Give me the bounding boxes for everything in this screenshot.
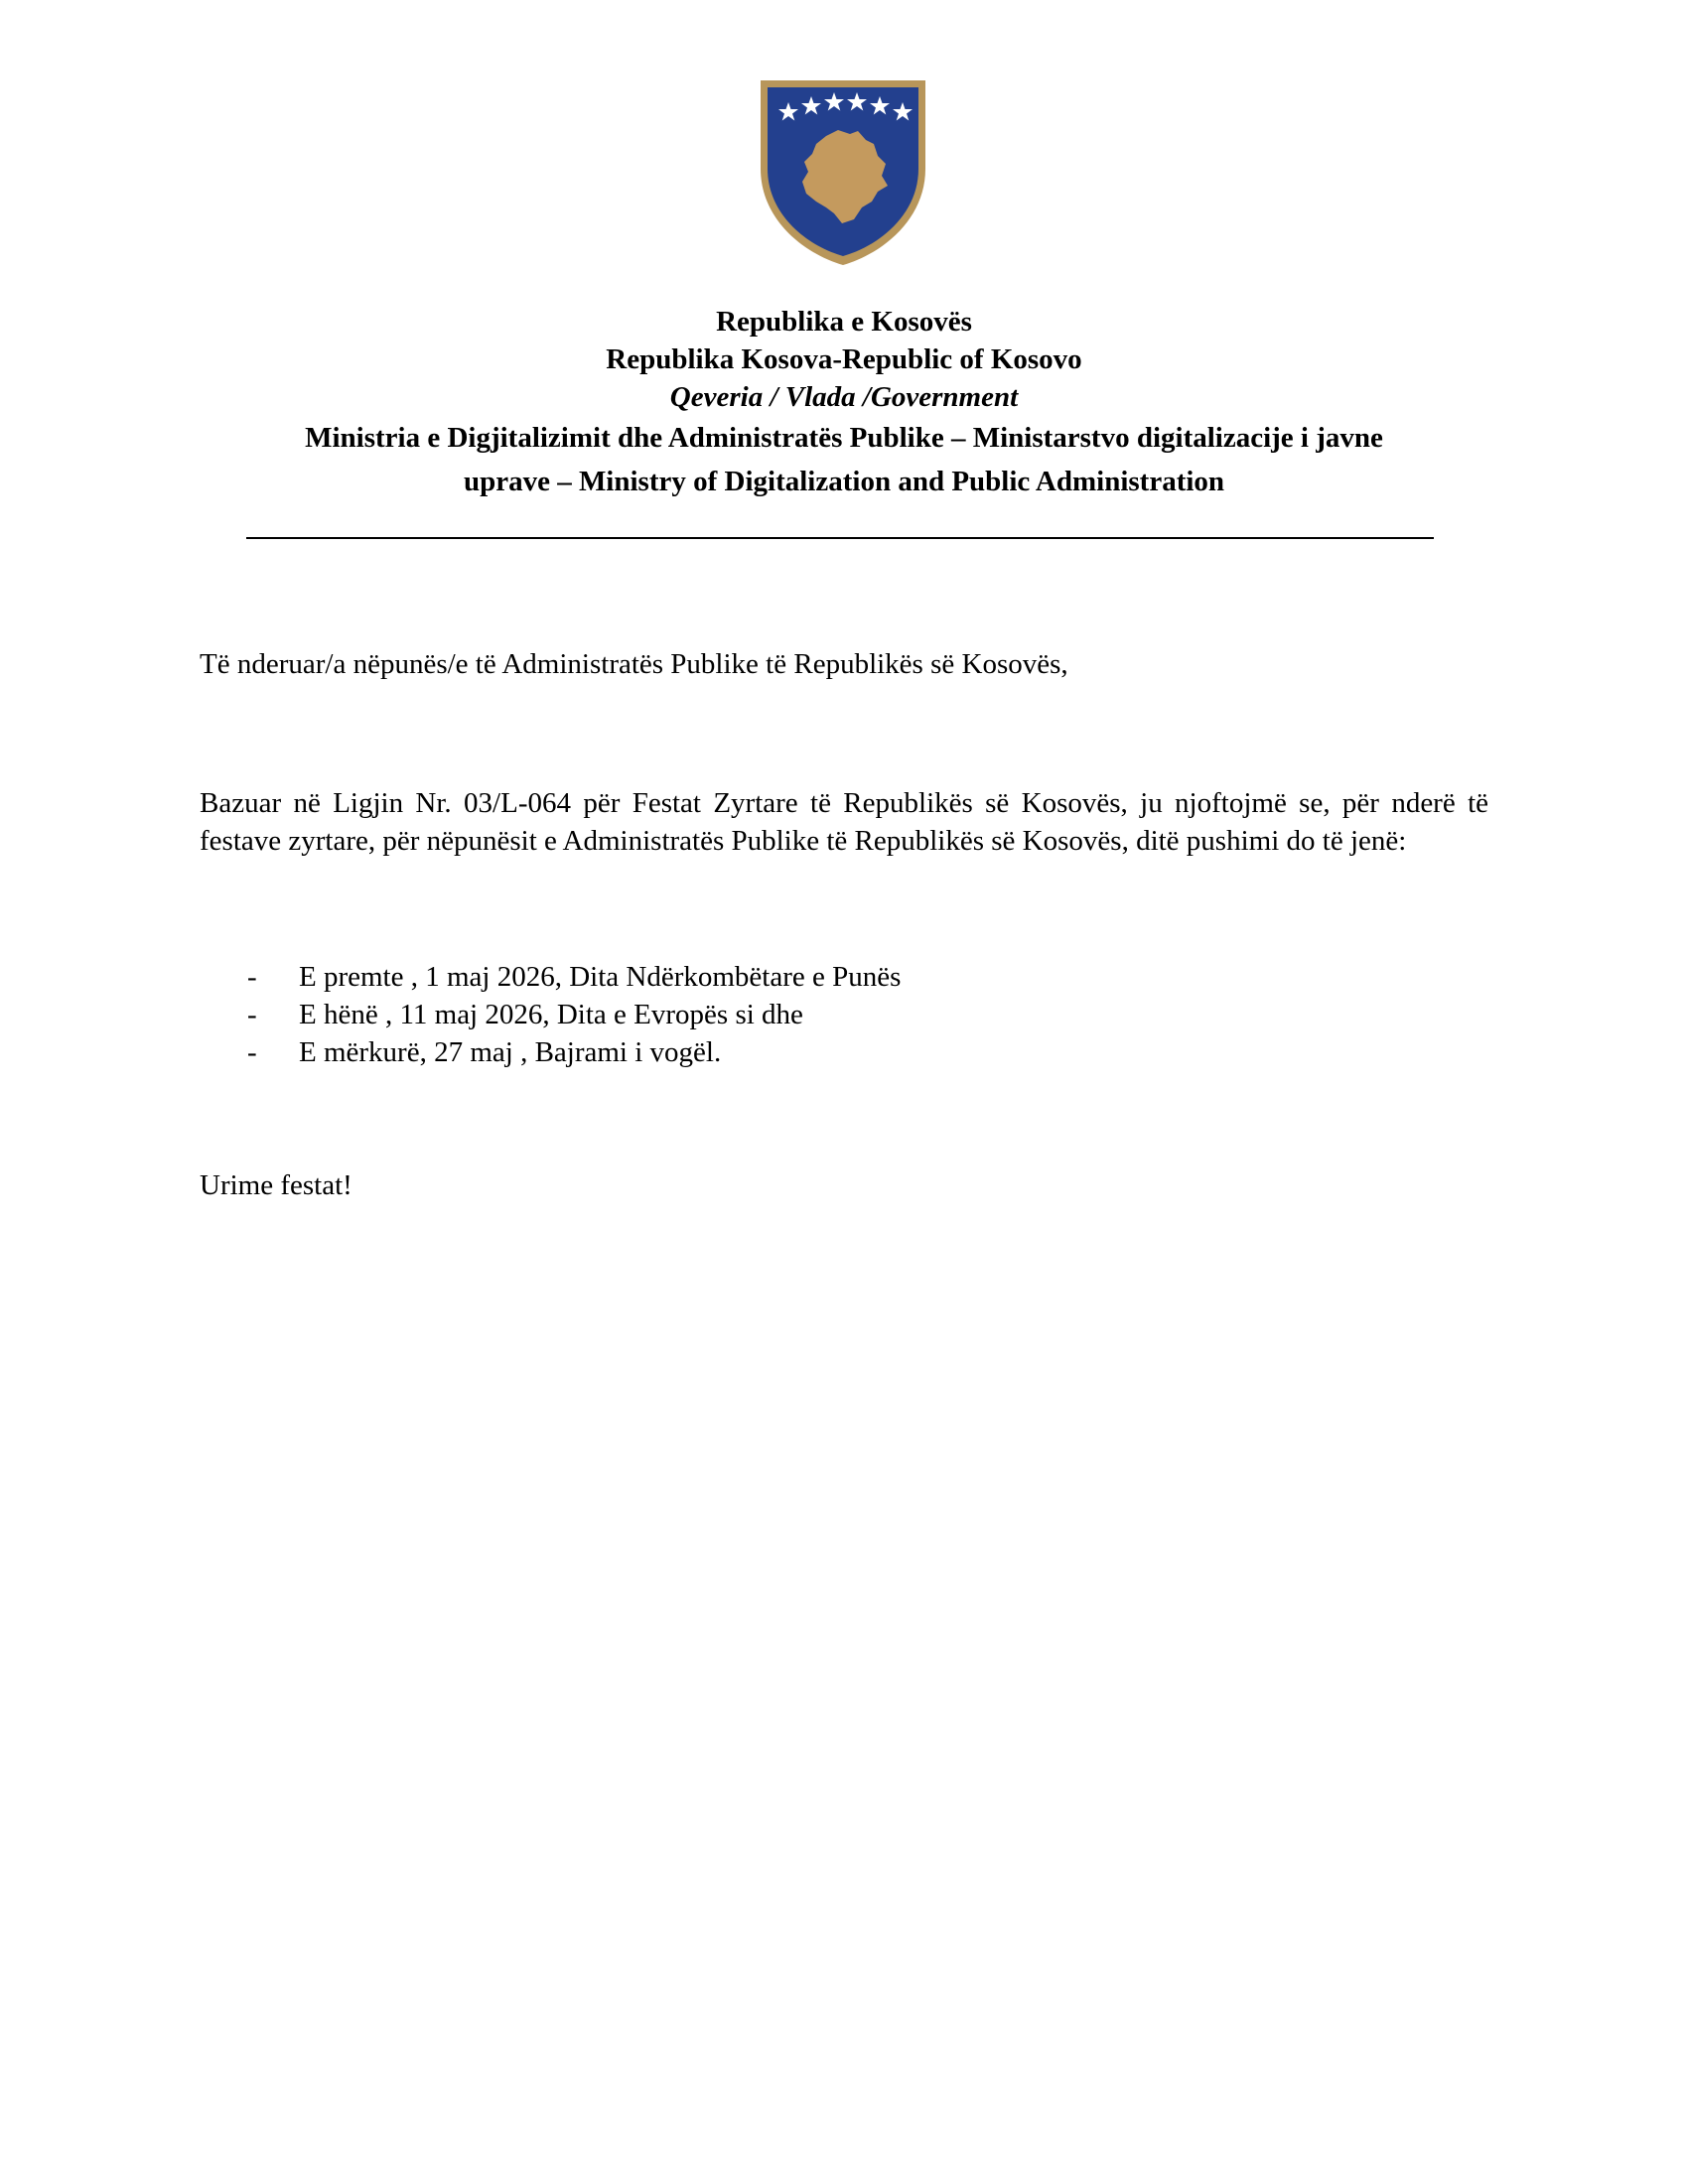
ministry-name-line1: Ministria e Digjitalizimit dhe Administratës Publike – Ministarstvo digitalizacije i javne [305, 422, 1383, 454]
holiday-list [200, 958, 1488, 1071]
list-item [200, 958, 1488, 996]
kosovo-coat-of-arms-icon [755, 74, 931, 268]
closing-greeting: Urime festat! [200, 1169, 352, 1201]
holiday-text: E hënë , 11 maj 2026, Dita e Evropës si dhe [299, 999, 803, 1030]
announcement-paragraph: Bazuar në Ligjin Nr. 03/L-064 për Festat Zyrtare të Republikës së Kosovës, ju njoftojmë se, për nderë të festave zyrtare, për nëpunësit e Administratës Publike të Republikës së Kosovës, ditë pushimi do të jenë: [200, 787, 1488, 857]
list-item [200, 1033, 1488, 1071]
list-item [200, 996, 1488, 1033]
coat-of-arms-emblem [755, 74, 931, 268]
list-bullet: - [247, 1036, 257, 1068]
country-name-albanian: Republika e Kosovës [716, 306, 972, 338]
header-divider [246, 537, 1434, 539]
list-bullet: - [247, 999, 257, 1030]
country-name-serbian-english: Republika Kosova-Republic of Kosovo [606, 343, 1082, 375]
list-bullet: - [247, 961, 257, 993]
holiday-text: E premte , 1 maj 2026, Dita Ndërkombëtare e Punës [299, 961, 902, 993]
holiday-text: E mërkurë, 27 maj , Bajrami i vogël. [299, 1036, 722, 1068]
ministry-name-line2: uprave – Ministry of Digitalization and Public Administration [463, 466, 1225, 497]
government-line: Qeveria / Vlada /Government [669, 381, 1019, 413]
greeting: Të nderuar/a nëpunës/e të Administratës Publike të Republikës së Kosovës, [200, 648, 1068, 680]
letterhead [149, 303, 1539, 503]
